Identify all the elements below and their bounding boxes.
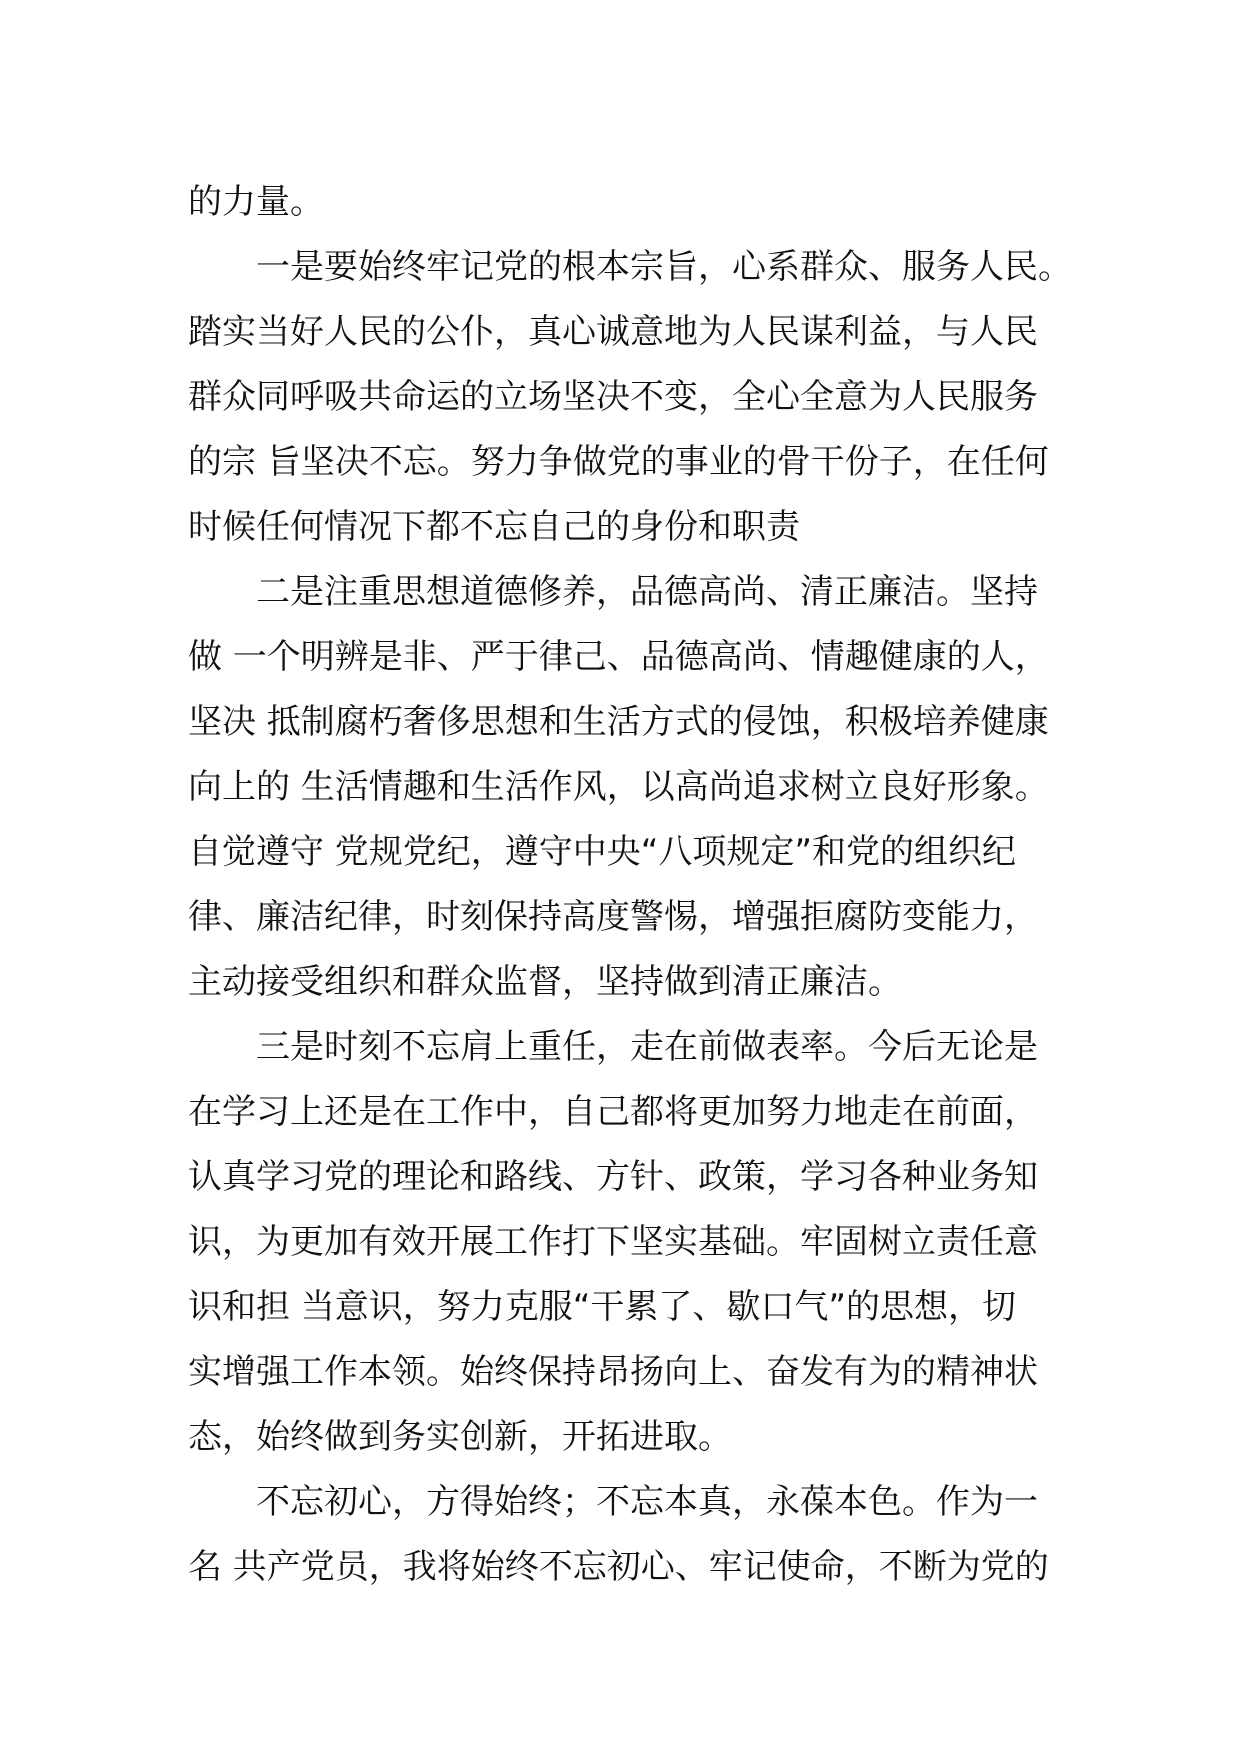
text-line: 向上的 生活情趣和生活作风，以高尚追求树立良好形象。 (188, 767, 1049, 807)
text-line: 群众同呼吸共命运的立场坚决不变，全心全意为人民服务 (188, 377, 1038, 417)
text-line: 的力量。 (188, 182, 324, 222)
text-line: 时候任何情况下都不忘自己的身份和职责 (188, 507, 800, 547)
text-line: 自觉遵守 党规党纪，遵守中央“八项规定”和党的组织纪 (188, 832, 1017, 872)
text-line: 识和担 当意识，努力克服“干累了、歇口气”的思想，切 (188, 1287, 1017, 1327)
text-line: 坚决 抵制腐朽奢侈思想和生活方式的侵蚀，积极培养健康 (188, 702, 1049, 742)
text-line: 的宗 旨坚决不忘。努力争做党的事业的骨干份子，在任何 (188, 442, 1049, 482)
text-line: 认真学习党的理论和路线、方针、政策，学习各种业务知 (188, 1157, 1038, 1197)
text-line: 在学习上还是在工作中，自己都将更加努力地走在前面， (188, 1092, 1038, 1132)
text-line: 名 共产党员，我将始终不忘初心、牢记使命，不断为党的 (188, 1547, 1049, 1587)
paragraph-first-line: 二是注重思想道德修养，品德高尚、清正廉洁。坚持 (256, 572, 1038, 612)
text-line: 踏实当好人民的公仆，真心诚意地为人民谋利益，与人民 (188, 312, 1038, 352)
text-line: 主动接受组织和群众监督，坚持做到清正廉洁。 (188, 962, 902, 1002)
text-line: 律、廉洁纪律，时刻保持高度警惕，增强拒腐防变能力， (188, 897, 1038, 937)
text-line: 做 一个明辨是非、严于律己、品德高尚、情趣健康的人， (188, 637, 1049, 677)
paragraph-first-line: 三是时刻不忘肩上重任，走在前做表率。今后无论是 (256, 1027, 1038, 1067)
text-line: 识，为更加有效开展工作打下坚实基础。牢固树立责任意 (188, 1222, 1038, 1262)
paragraph-first-line: 一是要始终牢记党的根本宗旨，心系群众、服务人民。 (256, 247, 1072, 287)
document-body (188, 170, 1072, 1600)
text-line: 实增强工作本领。始终保持昂扬向上、奋发有为的精神状 (188, 1352, 1038, 1392)
text-line: 态，始终做到务实创新，开拓进取。 (188, 1417, 732, 1457)
paragraph-first-line: 不忘初心，方得始终；不忘本真，永葆本色。作为一 (256, 1482, 1038, 1522)
